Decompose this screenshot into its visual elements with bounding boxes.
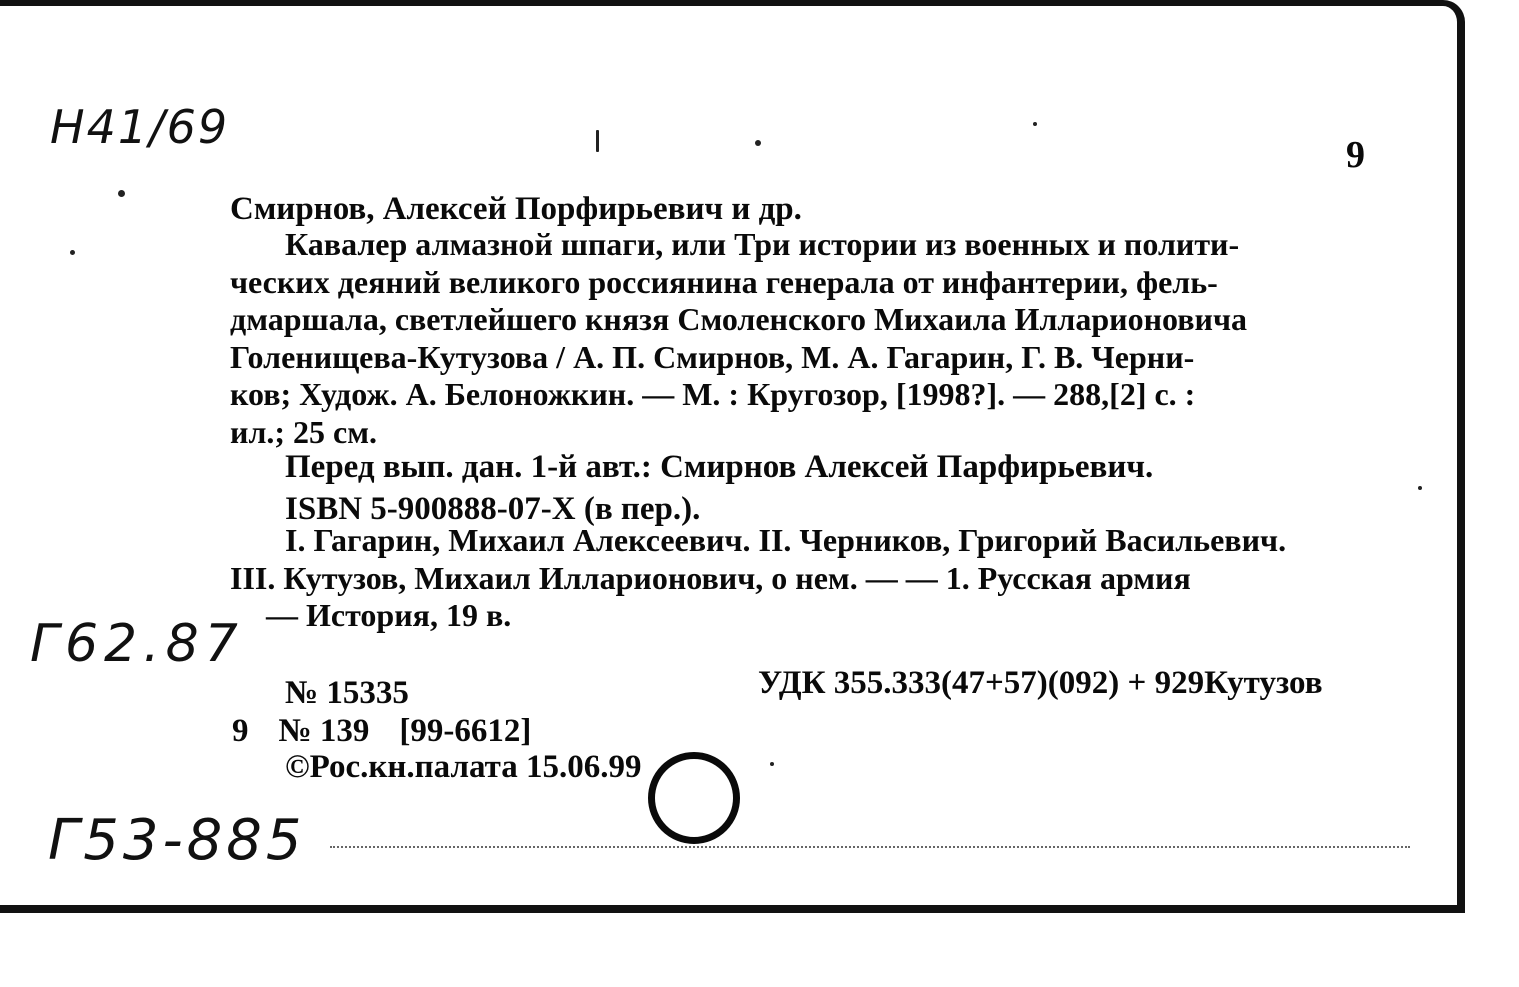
- description-line: ческих деяний великого россиянина генерала от инфантерии, фель-: [230, 263, 1218, 300]
- registration-number: № 15335: [285, 675, 409, 711]
- author-heading: Смирнов, Алексей Порфирьевич и др.: [230, 191, 802, 227]
- catalog-line: [232, 712, 531, 750]
- tracing-line: I. Гагарин, Михаил Алексеевич. II. Черников, Григорий Васильевич.: [285, 522, 1287, 558]
- description-line: Голенищева-Кутузова / А. П. Смирнов, М. А. Гагарин, Г. В. Черни-: [230, 338, 1195, 375]
- catalog-code: [99-6612]: [399, 713, 532, 749]
- tracings: [230, 522, 1380, 635]
- handwritten-shelf-mark: Н41/69: [50, 100, 230, 154]
- isbn: ISBN 5-900888-07-X (в пер.).: [285, 491, 701, 527]
- tracing-line: III. Кутузов, Михаил Илларионович, о нем. — — 1. Русская армия: [230, 559, 1191, 596]
- copyright-line: ©Рос.кн.палата 15.06.99: [285, 749, 642, 785]
- scan-speck: [70, 250, 75, 255]
- bibliographic-description: [230, 226, 1380, 451]
- scan-speck: [770, 762, 774, 766]
- description-line: ил.; 25 см.: [230, 413, 378, 450]
- dotted-rule: [330, 846, 1410, 848]
- scan-speck: [755, 140, 761, 146]
- scan-speck: [1418, 486, 1422, 490]
- scan-speck: [596, 130, 599, 152]
- scan-speck: [1033, 122, 1037, 126]
- card-number: 9: [1346, 134, 1365, 176]
- description-line: дмаршала, светлейшего князя Смоленского Михаила Илларионовича: [230, 301, 1247, 337]
- author-note: Перед вып. дан. 1-й авт.: Смирнов Алексей Парфирьевич.: [285, 449, 1154, 485]
- description-line: ков; Худож. А. Белоножкин. — М. : Кругозор, [1998?]. — 288,[2] с. :: [230, 376, 1196, 412]
- description-line: Кавалер алмазной шпаги, или Три истории из военных и полити-: [285, 226, 1240, 262]
- scan-speck: [118, 190, 125, 197]
- handwritten-class-mark: Г62.87: [30, 614, 244, 674]
- handwritten-inventory-mark: Г53-885: [48, 808, 306, 873]
- udc-code: УДК 355.333(47+57)(092) + 929Кутузов: [758, 665, 1323, 701]
- tracing-line: — История, 19 в.: [266, 597, 512, 633]
- circle-stamp: [648, 752, 740, 844]
- catalog-number: № 139: [278, 713, 370, 749]
- catalog-prefix: 9: [232, 713, 249, 749]
